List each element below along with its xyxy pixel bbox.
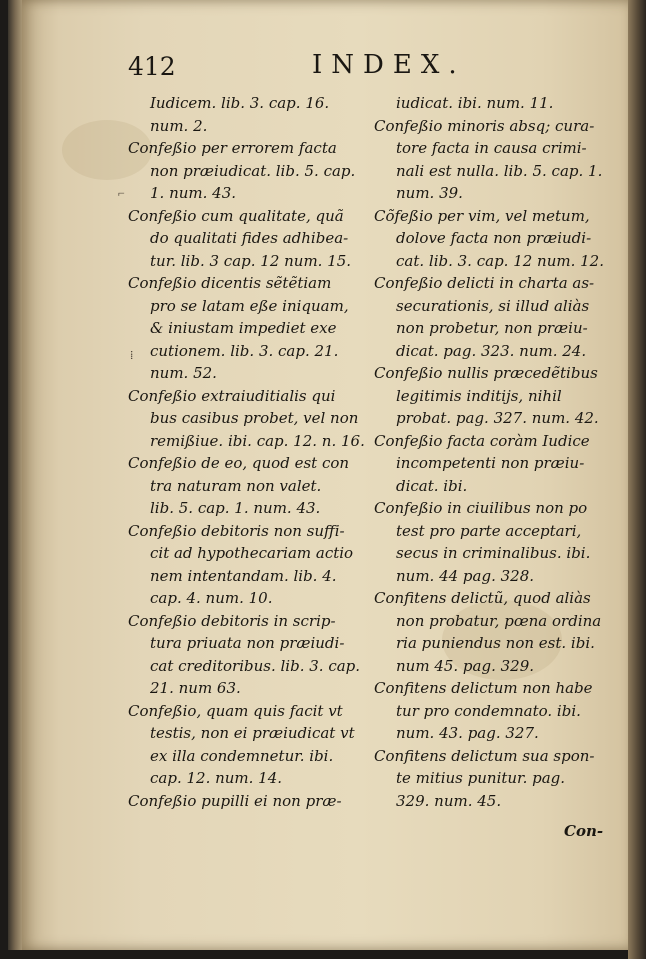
index-entry-line: secus in criminalibus. ibi.: [396, 544, 591, 562]
index-entry-line: tura priuata non præiudi-: [150, 634, 345, 652]
index-entry-line: num. 43. pag. 327.: [396, 724, 539, 742]
index-entry: [128, 520, 368, 610]
page-title: INDEX.: [312, 50, 466, 80]
index-entry-line: cat creditoribus. lib. 3. cap.: [150, 656, 361, 675]
index-entry-line: non præiudicat. lib. 5. cap.: [150, 161, 356, 180]
index-entry: [128, 452, 368, 520]
index-entry-line: num. 2.: [150, 116, 208, 135]
index-entry-line: bus casibus probet, vel non: [150, 409, 359, 427]
index-entry-line: Confitens delictũ, quod aliàs: [374, 589, 591, 607]
index-entry: [128, 385, 368, 453]
index-entry-line: tur. lib. 3 cap. 12 num. 15.: [150, 251, 352, 270]
index-entry-line: pro se latam eße iniquam,: [150, 296, 349, 315]
index-entry-line: Confeßio minoris absq; cura-: [374, 116, 595, 135]
index-entry-line: Confeßio pupilli ei non præ-: [128, 791, 342, 810]
index-entry-line: num. 44 pag. 328.: [396, 566, 535, 585]
index-entry-line: nali est nulla. lib. 5. cap. 1.: [396, 161, 603, 180]
index-entry-line: remißiue. ibi. cap. 12. n. 16.: [150, 431, 365, 450]
index-entry-line: Confeßio per errorem facta: [128, 139, 337, 157]
index-entry: [374, 497, 606, 587]
index-entry: [374, 205, 606, 273]
index-entry-line: tore facta in causa crimi-: [396, 139, 587, 157]
right-column: [374, 92, 606, 812]
index-entry: [374, 677, 606, 745]
index-entry: [128, 610, 368, 700]
index-entry: [128, 137, 368, 205]
index-entry-line: non probetur, non præiu-: [396, 319, 588, 337]
index-entry: [374, 362, 606, 430]
margin-mark: ⁞: [130, 348, 134, 362]
index-entry-line: securationis, si illud aliàs: [396, 296, 590, 315]
index-entry-line: nem intentandam. lib. 4.: [150, 566, 337, 585]
index-entry-line: dolove facta non præiudi-: [396, 229, 592, 247]
index-entry-line: Iudicem. lib. 3. cap. 16.: [150, 94, 330, 112]
index-entry: [374, 745, 606, 813]
index-entry: [128, 272, 368, 385]
index-entry: [374, 430, 606, 498]
index-entry-line: Confeßio in ciuilibus non po: [374, 499, 588, 517]
index-entry-line: Cõfeßio per vim, vel metum,: [374, 206, 590, 225]
index-entry-line: test pro parte acceptari,: [396, 521, 582, 540]
margin-mark: ⌐: [118, 186, 125, 200]
index-entry: [374, 272, 606, 362]
index-entry-line: Confeßio de eo, quod est con: [128, 454, 350, 472]
index-entry-line: iudicat. ibi. num. 11.: [396, 94, 554, 112]
index-entry-line: tur pro condemnato. ibi.: [396, 701, 581, 720]
index-entry-line: cap. 4. num. 10.: [150, 589, 273, 607]
index-entry-line: Confeßio dicentis sẽtẽtiam: [128, 274, 332, 292]
index-entry-line: do qualitati fides adhibea-: [150, 229, 349, 247]
index-entry-line: cap. 12. num. 14.: [150, 769, 283, 787]
index-entry-line: 329. num. 45.: [396, 791, 502, 810]
index-entry: [374, 587, 606, 677]
index-entry-line: incompetenti non præiu-: [396, 454, 585, 472]
index-entry-line: probat. pag. 327. num. 42.: [396, 409, 599, 427]
index-entry: [374, 115, 606, 205]
index-entry-line: ex illa condemnetur. ibi.: [150, 746, 334, 765]
index-entry-line: lib. 5. cap. 1. num. 43.: [150, 499, 321, 517]
page-number: 412: [128, 52, 176, 81]
index-entry-line: legitimis inditijs, nihil: [396, 386, 562, 405]
index-entry-line: num 45. pag. 329.: [396, 656, 535, 675]
index-entry-line: 21. num 63.: [150, 679, 241, 697]
index-entry-line: num. 52.: [150, 364, 217, 382]
index-entry-line: Confeßio, quam quis facit vt: [128, 701, 343, 720]
index-entry-line: Confeßio cum qualitate, quã: [128, 206, 344, 225]
index-entry: [128, 700, 368, 790]
index-entry: [374, 92, 606, 115]
index-entry-line: 1. num. 43.: [150, 184, 237, 202]
left-column: [128, 92, 368, 812]
index-entry-line: Confeßio nullis præcedẽtibus: [374, 364, 598, 382]
index-entry-line: Confeßio extraiuditialis qui: [128, 386, 336, 405]
index-entry: [128, 205, 368, 273]
index-entry-line: Confitens delictum non habe: [374, 679, 593, 697]
index-entry-line: cit ad hypothecariam actio: [150, 544, 354, 562]
page-fore-edge: [628, 0, 646, 959]
index-entry-line: Confeßio facta coràm Iudice: [374, 431, 590, 450]
index-entry-line: cat. lib. 3. cap. 12 num. 12.: [396, 251, 604, 270]
catchword: Con-: [564, 822, 604, 840]
index-entry-line: testis, non ei præiudicat vt: [150, 724, 355, 742]
index-entry: [128, 92, 368, 137]
index-entry-line: cutionem. lib. 3. cap. 21.: [150, 341, 339, 360]
index-entry-line: non probatur, pœna ordina: [396, 611, 602, 630]
index-entry-line: Confeßio debitoris non suffi-: [128, 521, 345, 540]
index-entry-line: dicat. ibi.: [396, 476, 468, 495]
index-entry-line: ria puniendus non est. ibi.: [396, 634, 595, 652]
index-entry-line: num. 39.: [396, 184, 463, 202]
index-entry-line: Confeßio debitoris in scrip-: [128, 611, 336, 630]
index-entry-line: tra naturam non valet.: [150, 476, 322, 495]
index-entry-line: dicat. pag. 323. num. 24.: [396, 341, 587, 360]
index-entry-line: & iniustam impediet exe: [150, 319, 337, 337]
index-entry-line: Confitens delictum sua spon-: [374, 746, 595, 765]
index-entry-line: Confeßio delicti in charta as-: [374, 274, 595, 292]
index-entry: [128, 790, 368, 813]
index-entry-line: te mitius punitur. pag.: [396, 769, 566, 787]
